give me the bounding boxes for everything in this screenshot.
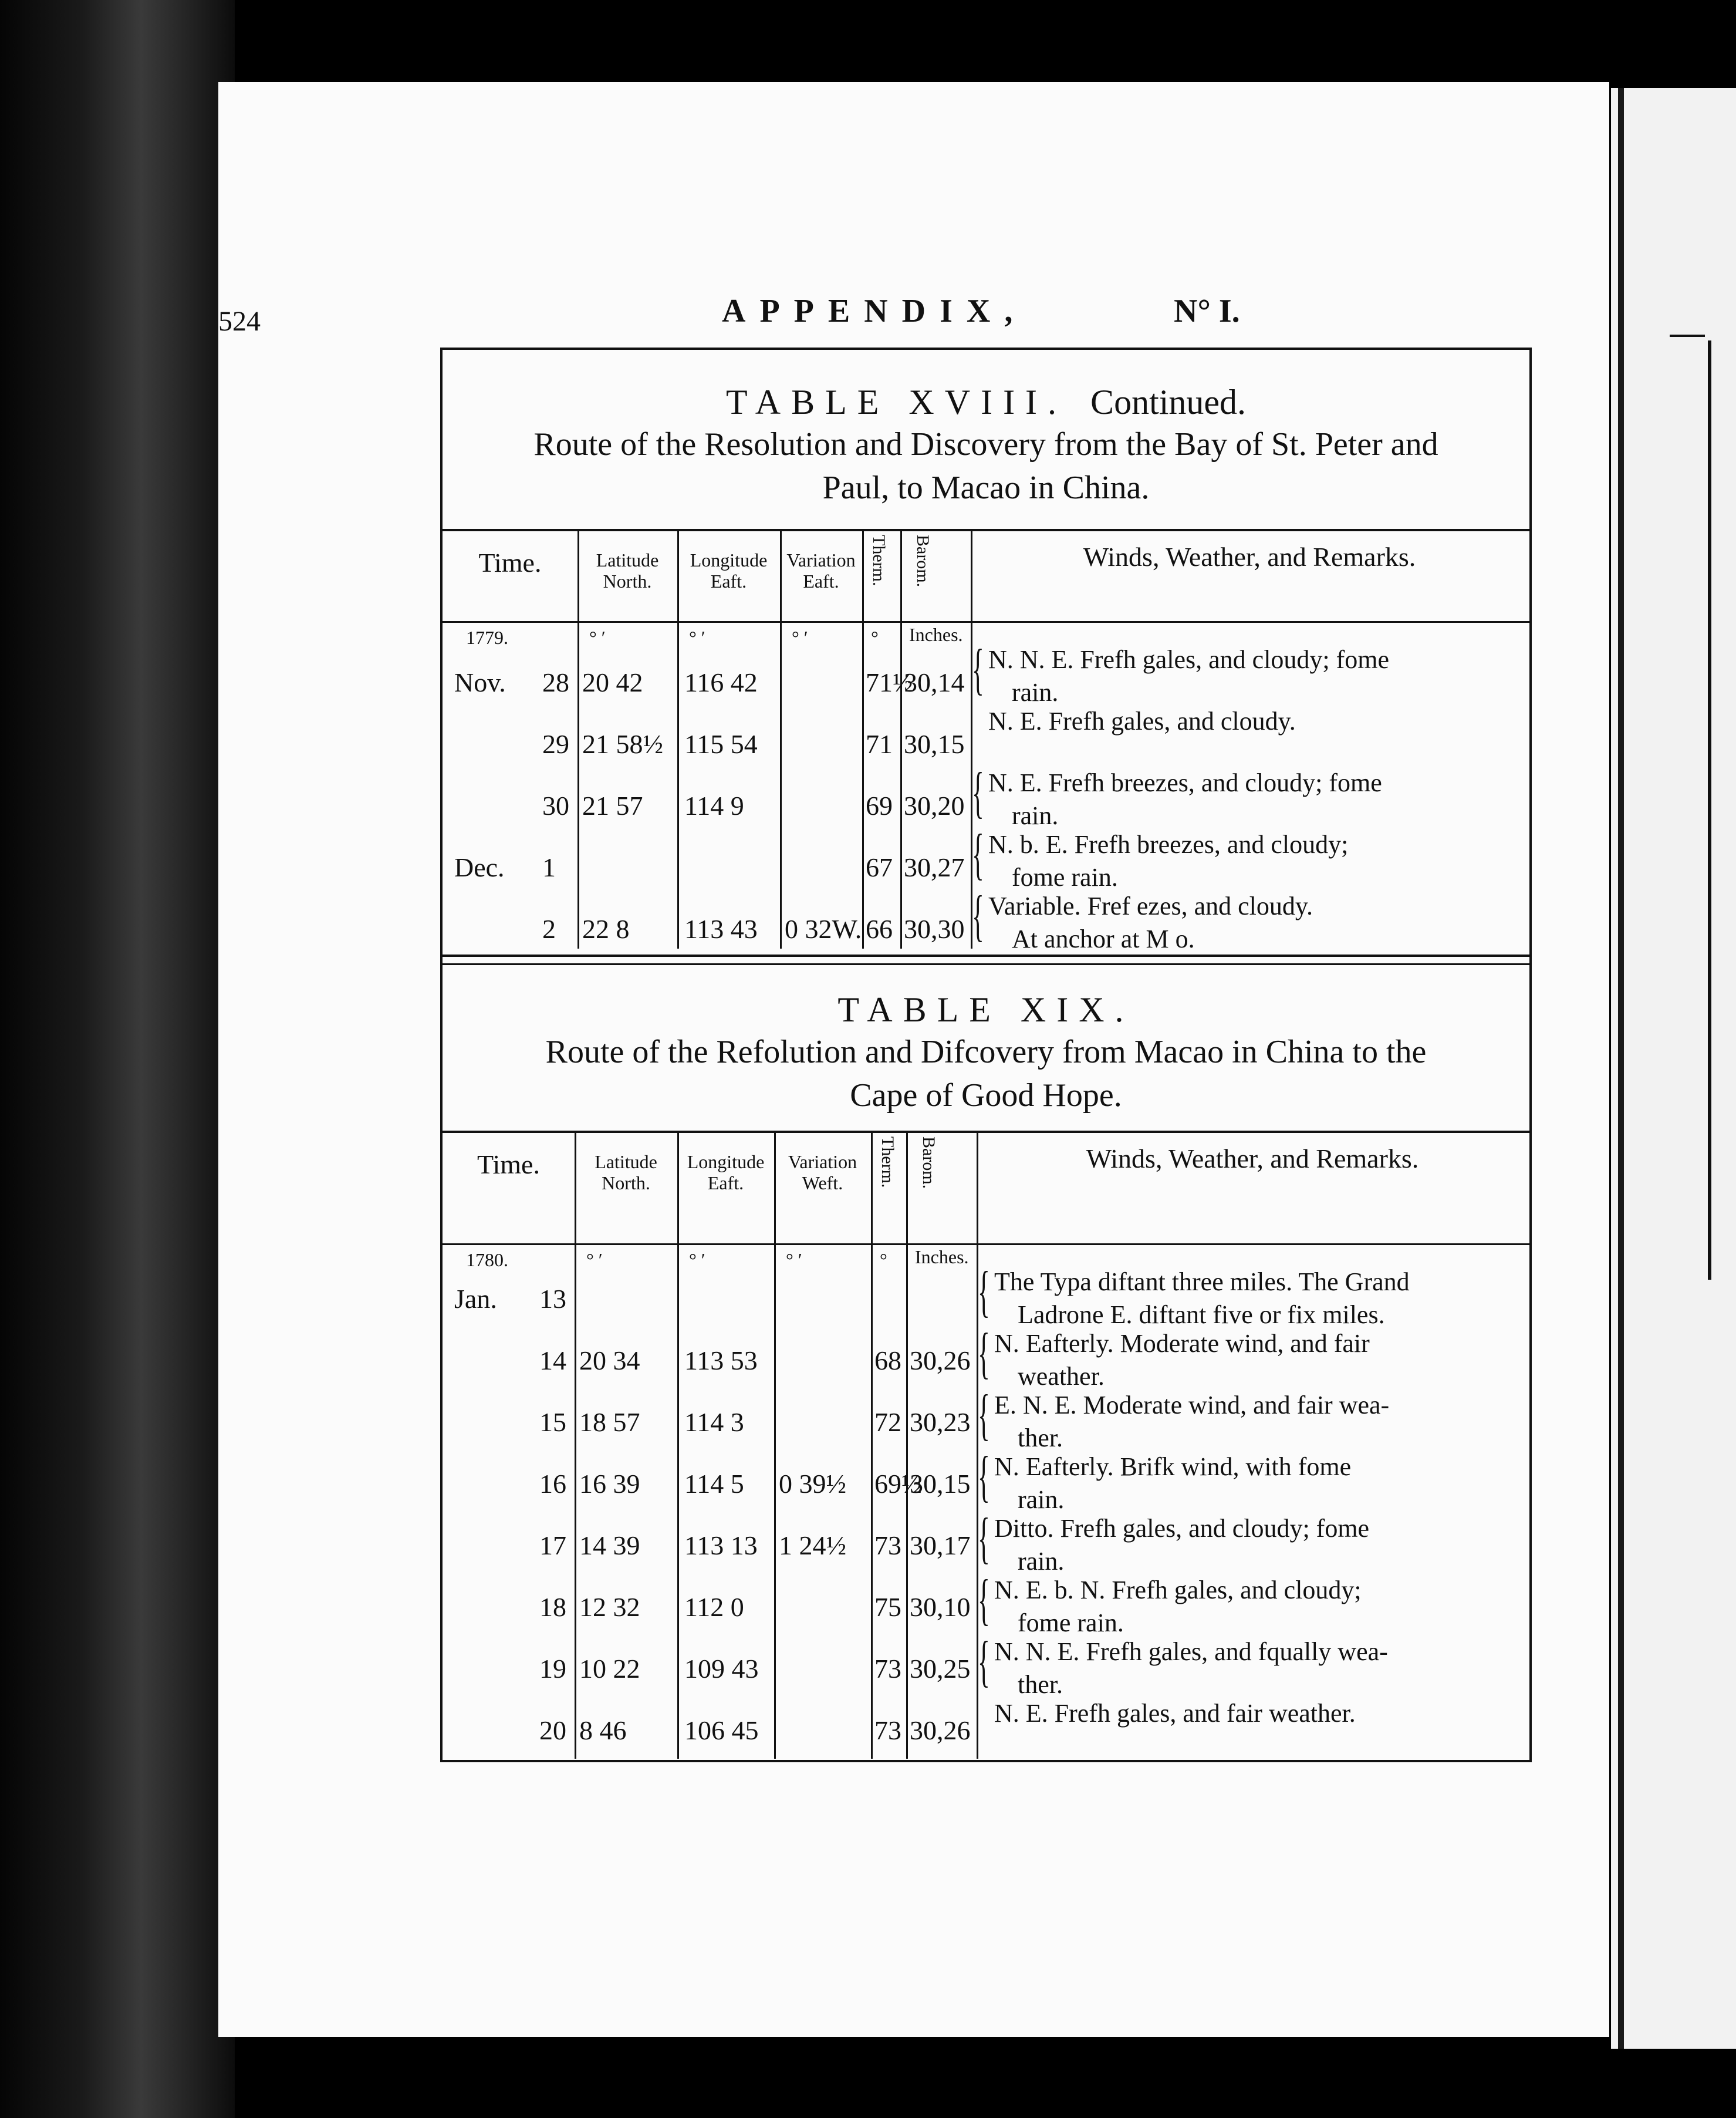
table18-subtitle-1: Route of the Resolution and Discovery from the Bay of St. Peter and [533, 426, 1438, 463]
table18-row-brace: { [972, 638, 984, 700]
table18-year: 1779. [466, 627, 508, 648]
table18-head-remarks: Winds, Weather, and Remarks. [1083, 542, 1416, 572]
table19-row-day: 20 [539, 1715, 566, 1745]
table19-row-brace: { [978, 1260, 990, 1323]
table19-row-lat: 20 34 [579, 1345, 640, 1375]
table19-row-lat: 10 22 [579, 1654, 640, 1684]
table18-row-barom: 30,20 [904, 791, 965, 821]
table18-row-brace: { [972, 822, 984, 885]
table19-row-remark-1: N. Eafterly. Brifk wind, with fome [994, 1452, 1352, 1481]
table19-row-brace: { [978, 1383, 990, 1446]
table18-row-remark-2: rain. [1012, 678, 1059, 707]
table18-row-lat: 21 58½ [582, 729, 663, 759]
table19-column-rule [677, 1131, 679, 1759]
table19-head-time: Time. [477, 1149, 540, 1179]
table18-continued: Continued. [1090, 383, 1247, 421]
table19-row-remark-1: E. N. E. Moderate wind, and fair wea- [994, 1391, 1390, 1419]
table18-column-rule [862, 529, 864, 949]
table18-column-rule [900, 529, 902, 949]
table19-row-lon: 114 5 [684, 1469, 744, 1499]
table19-row-lat: 8 46 [579, 1715, 627, 1745]
table18-row-lon: 114 9 [684, 791, 744, 821]
facing-page-gutter [1618, 88, 1624, 2049]
table18-column-rule [677, 529, 679, 949]
table19-row-day: 16 [539, 1469, 566, 1499]
table19-head-barom: Barom. [919, 1136, 938, 1189]
table19-row-lon: 113 13 [684, 1530, 758, 1560]
table18-head-therm: Therm. [869, 535, 889, 586]
table18-head-var: Variation Eaft. [786, 549, 856, 592]
table19-row-remark-1: Ditto. Frefh gales, and cloudy; fome [994, 1514, 1370, 1543]
table19-row-remark-2: weather. [1018, 1362, 1105, 1391]
table19-head-lon: Longitude Eaft. [687, 1151, 765, 1193]
running-number: N° I. [1174, 293, 1240, 329]
table18-row-day: 28 [542, 667, 569, 697]
table19-column-rule [575, 1131, 576, 1759]
table19-head-lat: Latitude North. [595, 1151, 657, 1193]
table19-year: 1780. [466, 1249, 508, 1270]
table19-head-remarks: Winds, Weather, and Remarks. [1086, 1144, 1419, 1173]
table19-unit-lon: ° ′ [689, 1249, 705, 1270]
table19-title: TABLE XIX. [837, 990, 1134, 1029]
table19-header-rule [443, 1131, 1529, 1133]
table19-row-barom: 30,26 [910, 1715, 971, 1745]
table-separator-rule-2 [443, 963, 1529, 965]
table18-unit-lon: ° ′ [689, 627, 705, 648]
table19-row-remark-1: N. E. Frefh gales, and fair weather. [994, 1699, 1356, 1728]
table18-row-day: 29 [542, 729, 569, 759]
table18-unit-lat: ° ′ [589, 627, 606, 648]
table18-row-day: 1 [542, 852, 556, 882]
table18-row-month: Dec. [454, 852, 505, 882]
table18-row-remark-2: At anchor at M o. [1012, 925, 1195, 953]
table18-row-remark-1: N. E. Frefh gales, and cloudy. [988, 707, 1296, 736]
table19-row-barom: 30,15 [910, 1469, 971, 1499]
table19-row-lon: 109 43 [684, 1654, 759, 1684]
page-number: 524 [218, 306, 261, 337]
table18-row-barom: 30,27 [904, 852, 965, 882]
table19-row-remark-2: fome rain. [1018, 1608, 1124, 1637]
table19-row-barom: 30,25 [910, 1654, 971, 1684]
table19-row-remark-2: rain. [1018, 1485, 1065, 1514]
table18-row-brace: { [972, 884, 984, 947]
table18-unit-barom: Inches. [909, 624, 963, 645]
table18-row-remark-1: Variable. Fref ezes, and cloudy. [988, 892, 1313, 920]
table19-subtitle-2: Cape of Good Hope. [850, 1077, 1122, 1114]
table18-row-remark-1: N. N. E. Frefh gales, and cloudy; fome [988, 645, 1390, 674]
table18-row-remark-2: rain. [1012, 801, 1059, 830]
table19-row-day: 15 [539, 1407, 566, 1437]
table19-column-rule [871, 1131, 873, 1759]
table19-row-barom: 30,26 [910, 1345, 971, 1375]
table19-row-brace: { [978, 1568, 990, 1631]
table19-row-barom: 30,10 [910, 1592, 971, 1622]
table18-head-barom: Barom. [913, 535, 933, 588]
table19-row-remark-1: N. N. E. Frefh gales, and fqually wea- [994, 1637, 1388, 1666]
table18-row-therm: 69 [866, 791, 893, 821]
table18-row-remark-2: fome rain. [1012, 863, 1118, 892]
table18-row-barom: 30,15 [904, 729, 965, 759]
table19-row-therm: 73 [874, 1530, 901, 1560]
table19-row-remark-1: N. Eafterly. Moderate wind, and fair [994, 1329, 1370, 1358]
table18-subtitle-2: Paul, to Macao in China. [822, 470, 1150, 506]
table19-head-var: Variation Weft. [788, 1151, 857, 1193]
table19-row-day: 17 [539, 1530, 566, 1560]
table18-column-rule [577, 529, 579, 949]
table18-row-barom: 30,14 [904, 667, 965, 697]
table19-row-therm: 68 [874, 1345, 901, 1375]
table19-row-day: 18 [539, 1592, 566, 1622]
table19-unit-therm: ° [880, 1249, 887, 1270]
table18-row-var: 0 32W. [785, 914, 862, 944]
running-head: APPENDIX, [722, 293, 1027, 329]
facing-page-edge [1611, 88, 1736, 2049]
table18-header-rule [443, 529, 1529, 531]
table18-row-remark-1: N. b. E. Frefh breezes, and cloudy; [988, 830, 1349, 859]
table18-head-time: Time. [478, 548, 542, 578]
table18-row-therm: 71½ [866, 667, 913, 697]
table19-row-therm: 75 [874, 1592, 901, 1622]
table18-row-lat: 20 42 [582, 667, 643, 697]
table18-row-day: 2 [542, 914, 556, 944]
table18-row-day: 30 [542, 791, 569, 821]
table19-row-therm: 72 [874, 1407, 901, 1437]
table19-row-day: 13 [539, 1284, 566, 1314]
table19-row-barom: 30,23 [910, 1407, 971, 1437]
table19-unit-barom: Inches. [915, 1246, 969, 1267]
table19-title-block [443, 990, 1529, 1117]
table19-row-remark-2: rain. [1018, 1547, 1065, 1576]
table18-head-lon: Longitude Eaft. [690, 549, 768, 592]
table19-row-lon: 114 3 [684, 1407, 744, 1437]
table19-row-var: 0 39½ [779, 1469, 846, 1499]
table19-row-remark-1: N. E. b. N. Frefh gales, and cloudy; [994, 1576, 1362, 1604]
table19-row-brace: { [978, 1630, 990, 1692]
table19-row-lat: 16 39 [579, 1469, 640, 1499]
table18-row-lon: 115 54 [684, 729, 758, 759]
table18-row-lon: 113 43 [684, 914, 758, 944]
table19-row-var: 1 24½ [779, 1530, 846, 1560]
table19-unit-var: ° ′ [786, 1249, 802, 1270]
table19-row-remark-2: Ladrone E. diftant five or fix miles. [1018, 1300, 1385, 1329]
table19-row-brace: { [978, 1506, 990, 1569]
table19-row-barom: 30,17 [910, 1530, 971, 1560]
table19-row-remark-2: ther. [1018, 1670, 1063, 1699]
table18-head-lat: Latitude North. [596, 549, 659, 592]
table19-row-day: 19 [539, 1654, 566, 1684]
table19-head-therm: Therm. [878, 1136, 897, 1188]
table19-row-lon: 112 0 [684, 1592, 744, 1622]
table19-row-therm: 73 [874, 1654, 901, 1684]
table19-row-therm: 69½ [874, 1469, 922, 1499]
table19-subtitle-1: Route of the Refolution and Difcovery from Macao in China to the [545, 1034, 1427, 1070]
table18-row-lat: 22 8 [582, 914, 630, 944]
table18-row-therm: 66 [866, 914, 893, 944]
book-spine [0, 0, 235, 2118]
table19-row-day: 14 [539, 1345, 566, 1375]
table18-row-therm: 71 [866, 729, 893, 759]
table18-row-therm: 67 [866, 852, 893, 882]
table19-row-lon: 106 45 [684, 1715, 759, 1745]
table18-title: TABLE XVIII. [725, 383, 1068, 421]
table19-row-remark-2: ther. [1018, 1424, 1063, 1452]
facing-page-rule-top [1670, 335, 1705, 337]
table19-row-lat: 12 32 [579, 1592, 640, 1622]
table19-row-lon: 113 53 [684, 1345, 758, 1375]
table19-unit-lat: ° ′ [586, 1249, 603, 1270]
table19-row-lat: 14 39 [579, 1530, 640, 1560]
table19-row-brace: { [978, 1445, 990, 1507]
table19-colhead-rule [443, 1243, 1529, 1245]
table18-row-brace: { [972, 761, 984, 824]
table18-row-month: Nov. [454, 667, 506, 697]
table18-colhead-rule [443, 621, 1529, 623]
table18-row-remark-1: N. E. Frefh breezes, and cloudy; fome [988, 768, 1382, 797]
table-separator-rule-1 [443, 955, 1529, 957]
table19-row-lat: 18 57 [579, 1407, 640, 1437]
table19-row-remark-1: The Typa diftant three miles. The Grand [994, 1267, 1410, 1296]
tables-frame [440, 348, 1532, 1762]
table18-unit-therm: ° [871, 627, 879, 648]
table19-column-rule [906, 1131, 908, 1759]
table19-row-brace: { [978, 1321, 990, 1384]
table18-unit-var: ° ′ [792, 627, 808, 648]
table19-row-month: Jan. [454, 1284, 497, 1314]
table19-row-therm: 73 [874, 1715, 901, 1745]
facing-page-rule [1708, 340, 1711, 1280]
table19-column-rule [774, 1131, 776, 1759]
table18-row-lon: 116 42 [684, 667, 758, 697]
table18-row-barom: 30,30 [904, 914, 965, 944]
table18-row-lat: 21 57 [582, 791, 643, 821]
table18-title-block [443, 382, 1529, 510]
table18-column-rule [780, 529, 782, 949]
